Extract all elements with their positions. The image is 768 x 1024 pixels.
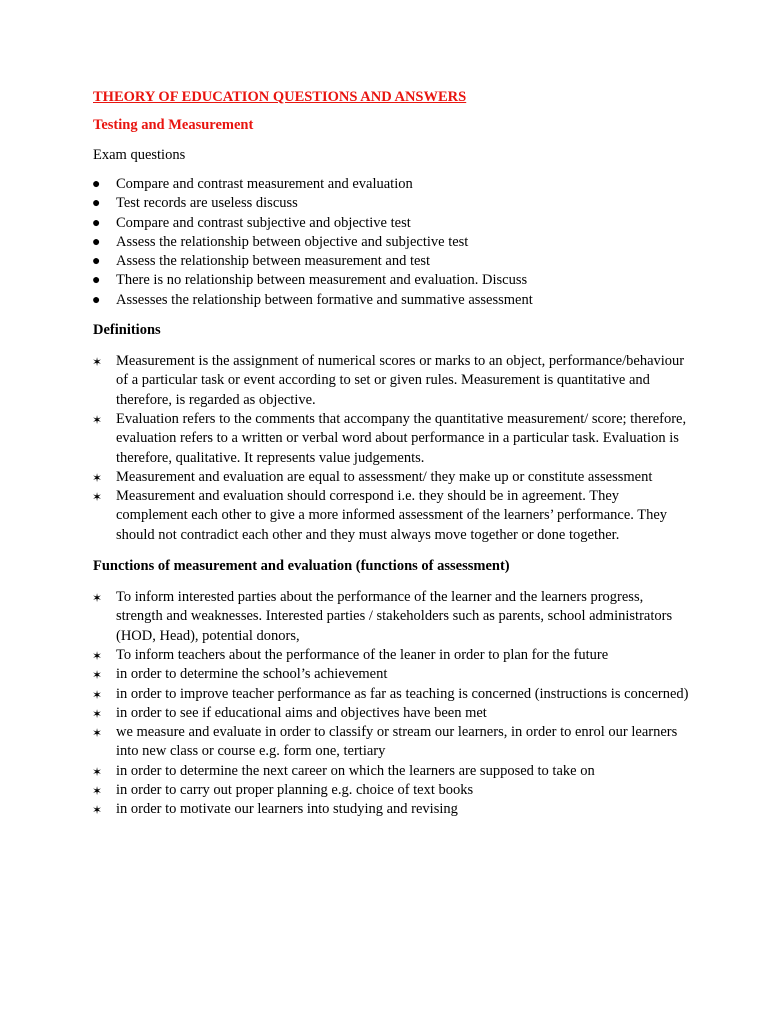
bullet-dot-icon: ●	[92, 196, 101, 212]
functions-list	[93, 588, 693, 820]
list-item	[93, 175, 693, 194]
list-item	[93, 410, 693, 468]
bullet-dot-icon: ●	[92, 177, 101, 192]
list-item	[93, 704, 693, 723]
exam-question-text: There is no relationship between measurement and evaluation. Discuss	[116, 272, 528, 289]
list-item	[93, 352, 693, 410]
bullet-dot-icon: ●	[92, 215, 101, 231]
asterisk-bullet-icon: ✶	[92, 668, 103, 683]
definition-text: Measurement is the assignment of numerical scores or marks to an object, performance/behaviour of a particular task or event according to set or given rules. Measurement is quantitative and therefore, is regarded as objective.	[116, 353, 685, 408]
document-page	[93, 88, 693, 832]
list-item	[93, 762, 693, 781]
exam-question-text: Compare and contrast measurement and evaluation	[116, 176, 413, 192]
function-text: in order to carry out proper planning e.g. choice of text books	[116, 782, 474, 799]
function-text: To inform teachers about the performance of the leaner in order to plan for the future	[116, 646, 609, 663]
asterisk-bullet-icon: ✶	[92, 470, 103, 485]
list-item	[93, 487, 693, 545]
definition-text: Evaluation refers to the comments that accompany the quantitative measurement/ score; therefore, evaluation refers to a written or verbal word about performance in a particular task. Evaluation is therefore, qualitative. It represents value judgements.	[116, 410, 687, 466]
list-item	[93, 468, 693, 487]
exam-question-text: Assesses the relationship between formative and summative assessment	[116, 291, 533, 308]
definitions-list	[93, 352, 693, 545]
exam-questions-list	[93, 175, 693, 310]
function-text: in order to see if educational aims and objectives have been met	[116, 704, 487, 721]
list-item	[93, 685, 693, 704]
list-item	[93, 781, 693, 800]
bullet-dot-icon: ●	[92, 273, 101, 289]
function-text: To inform interested parties about the performance of the learner and the learners progress, strength and weaknesses. Interested parties / stakeholders such as parents, school administrators (HOD, Head), potential donors,	[116, 589, 673, 644]
list-item	[93, 646, 693, 665]
list-item	[93, 214, 693, 233]
list-item	[93, 271, 693, 290]
list-item	[93, 252, 693, 271]
exam-question-text: Compare and contrast subjective and objective test	[116, 214, 411, 231]
asterisk-bullet-icon: ✶	[92, 706, 103, 721]
function-text: in order to motivate our learners into studying and revising	[116, 801, 458, 818]
document-title: THEORY OF EDUCATION QUESTIONS AND ANSWERS	[93, 89, 467, 105]
function-text: in order to determine the next career on which the learners are supposed to take on	[116, 762, 595, 779]
exam-question-text: Assess the relationship between objective and subjective test	[116, 233, 469, 250]
asterisk-bullet-icon: ✶	[92, 784, 103, 799]
bullet-dot-icon: ●	[92, 234, 101, 250]
definition-text: Measurement and evaluation should correspond i.e. they should be in agreement. They complement each other to give a more informed assessment of the learners’ performance. They should not contradict each other and they must always move together or done together.	[116, 488, 668, 543]
list-item	[93, 194, 693, 213]
list-item	[93, 588, 693, 646]
definitions-heading: Definitions	[93, 322, 161, 339]
list-item	[93, 723, 693, 762]
exam-question-text: Assess the relationship between measurement and test	[116, 253, 431, 270]
list-item	[93, 291, 693, 310]
section-subtitle: Testing and Measurement	[93, 117, 254, 133]
function-text: in order to improve teacher performance as far as teaching is concerned (instructions is concerned)	[116, 685, 689, 702]
list-item	[93, 665, 693, 684]
asterisk-bullet-icon: ✶	[92, 355, 103, 370]
list-item	[93, 800, 693, 819]
bullet-dot-icon: ●	[92, 254, 101, 270]
asterisk-bullet-icon: ✶	[92, 648, 103, 663]
asterisk-bullet-icon: ✶	[92, 412, 103, 427]
asterisk-bullet-icon: ✶	[92, 591, 103, 606]
definition-text: Measurement and evaluation are equal to assessment/ they make up or constitute assessment	[116, 468, 653, 485]
bullet-dot-icon: ●	[92, 292, 101, 308]
function-text: we measure and evaluate in order to classify or stream our learners, in order to enrol our learners into new class or course e.g. form one, tertiary	[116, 724, 678, 760]
functions-heading: Functions of measurement and evaluation (functions of assessment)	[93, 558, 510, 575]
list-item	[93, 233, 693, 252]
asterisk-bullet-icon: ✶	[92, 803, 103, 818]
exam-question-text: Test records are useless discuss	[116, 195, 298, 212]
function-text: in order to determine the school’s achievement	[116, 666, 388, 683]
exam-questions-label: Exam questions	[93, 147, 186, 163]
asterisk-bullet-icon: ✶	[92, 726, 103, 741]
asterisk-bullet-icon: ✶	[92, 687, 103, 702]
asterisk-bullet-icon: ✶	[92, 764, 103, 779]
asterisk-bullet-icon: ✶	[92, 490, 103, 505]
